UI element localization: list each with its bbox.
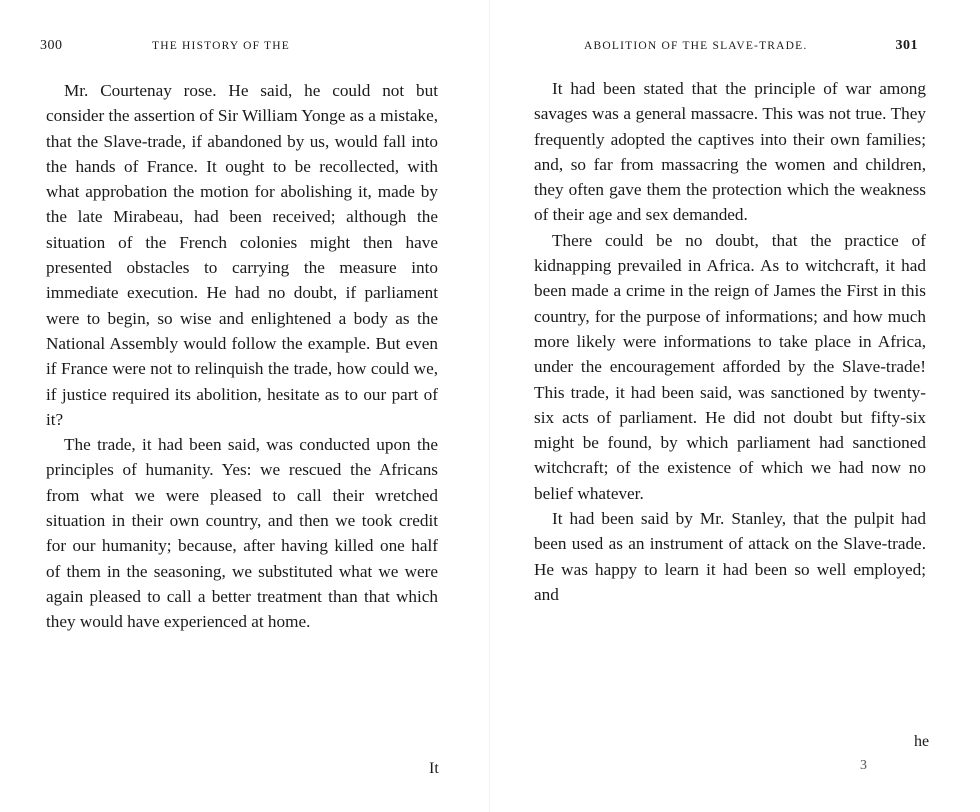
right-page bbox=[490, 0, 980, 812]
left-catchword: It bbox=[429, 760, 439, 777]
paragraph: There could be no doubt, that the practice of kidnapping prevailed in Africa. As to witchcraft, it had been made a crime in the reign of James the First in this country, for the purpose of informations; and how much more likely were informations to take place in Africa, under the encouragement afforded by the Slave-trade! This trade, it had been said, was sanctioned by twenty-six acts of parliament. He did not doubt but fifty-six might be found, by which parliament had sanctioned witchcraft; of the existence of which we had now no belief whatever. bbox=[534, 230, 926, 503]
right-running-head bbox=[584, 40, 934, 60]
paragraph: The trade, it had been said, was conducted upon the principles of humanity. Yes: we rescued the Africans from what we were pleased to call their wretched situation in their own country, and then we took credit for our humanity; because, after having killed one half of them in the seasoning, we substituted what we were again pleased to call a better treatment than that which they would have experienced at home. bbox=[46, 435, 438, 632]
right-running-head-title: ABOLITION OF THE SLAVE-TRADE. bbox=[584, 40, 808, 52]
right-body-text bbox=[534, 76, 926, 607]
paragraph: Mr. Courtenay rose. He said, he could not but consider the assertion of Sir William Yonge as a mistake, that the Slave-trade, if abandoned by us, would fall into the hands of France. It ought to be recollected, with what approbation the motion for abolishing it, made by the late Mirabeau, had been received; although the situation of the French colonies might then have presented obstacles to carrying the measure into immediate execution. He had no doubt, if parliament were to begin, so wise and enlightened a body as the National Assembly would follow the example. But even if France were not to relinquish the trade, how could we, if justice required its abolition, hesitate as to our part of it? bbox=[46, 81, 438, 429]
right-catchword: he bbox=[914, 733, 930, 750]
right-page-number: 301 bbox=[895, 38, 918, 53]
left-running-head-title: THE HISTORY OF THE bbox=[152, 40, 290, 52]
left-body-text bbox=[46, 78, 438, 635]
paragraph: It had been said by Mr. Stanley, that the pulpit had been used as an instrument of attack on the Slave-trade. He was happy to learn it had been so well employed; and bbox=[534, 509, 926, 604]
paragraph: It had been stated that the principle of war among savages was a general massacre. This was not true. They frequently adopted the captives into their own families; and, so far from massacring the women and children, they often gave them the protection which the weakness of their age and sex demanded. bbox=[534, 79, 926, 225]
left-page-number: 300 bbox=[40, 38, 63, 53]
left-running-head bbox=[40, 40, 440, 60]
signature-mark: 3 bbox=[860, 758, 867, 773]
